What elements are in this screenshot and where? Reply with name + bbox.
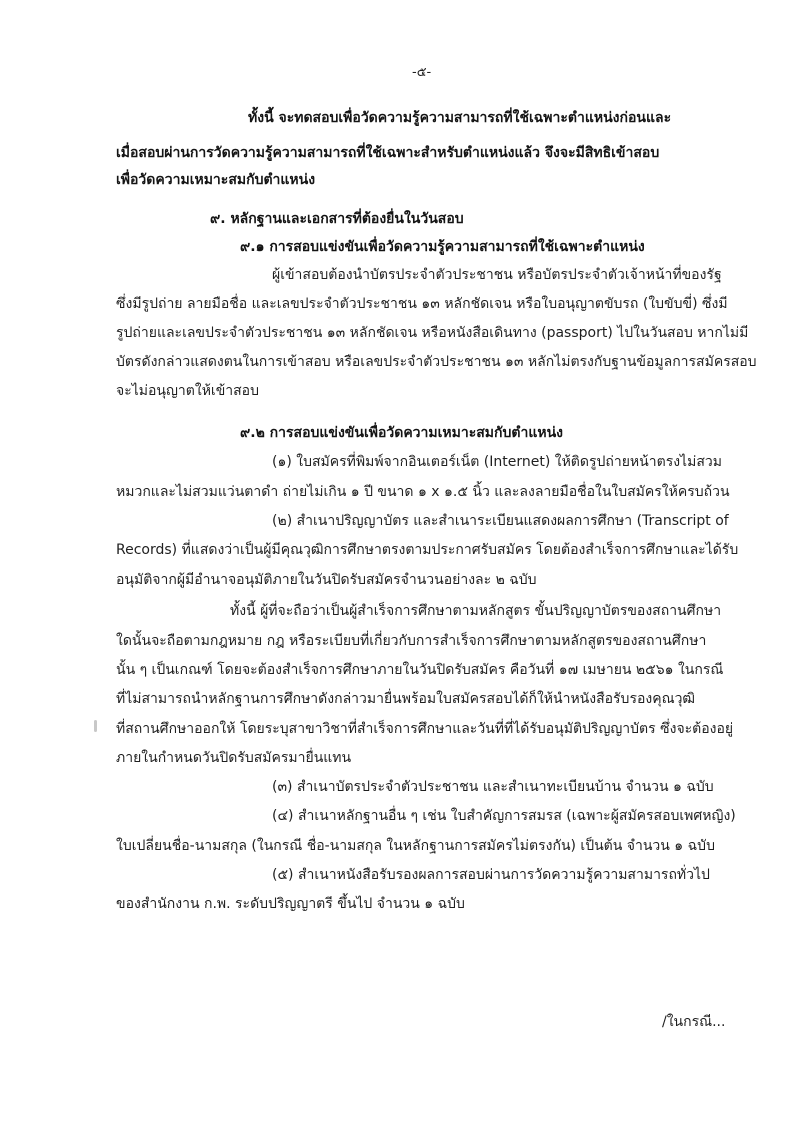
para-9-1-line-1: ผู้เข้าสอบต้องนำบัตรประจำตัวประชาชน หรือบัตรประจำตัวเจ้าหน้าที่ของรัฐ [272, 267, 722, 283]
intro-line-3: เพื่อวัดความเหมาะสมกับตำแหน่ง [116, 172, 316, 188]
note-line-2: ใดนั้นจะถือตามกฎหมาย กฎ หรือระเบียบที่เกี่ยวกับการสำเร็จการศึกษาตามหลักสูตรของสถานศึกษา [116, 633, 707, 649]
note-line-3: นั้น ๆ เป็นเกณฑ์ โดยจะต้องสำเร็จการศึกษาภายในวันปิดรับสมัคร คือวันที่ ๑๗ เมษายน ๒๕๖๑ ในกรณี [116, 662, 724, 678]
item-4-line-2: ใบเปลี่ยนชื่อ-นามสกุล (ในกรณี ชื่อ-นามสกุล ในหลักฐานการสมัครไม่ตรงกัน) เป็นต้น จำนวน ๑ ฉบับ [116, 838, 715, 854]
scan-speck [94, 720, 97, 732]
note-line-4: ที่ไม่สามารถนำหลักฐานการศึกษาดังกล่าวมายื่นพร้อมใบสมัครสอบได้ก็ให้นำหนังสือรับรองคุณวุฒิ [116, 691, 696, 707]
item-2-line-2: Records) ที่แสดงว่าเป็นผู้มีคุณวุฒิการศึกษาตรงตามประกาศรับสมัคร โดยต้องสำเร็จการศึกษาและได้รับ [116, 542, 739, 558]
note-line-6: ภายในกำหนดวันปิดรับสมัครมายื่นแทน [116, 750, 352, 766]
item-4-line-1: (๔) สำเนาหลักฐานอื่น ๆ เช่น ใบสำคัญการสมรส (เฉพาะผู้สมัครสอบเพศหญิง) [272, 808, 736, 824]
section-9-2-heading: ๙.๒ การสอบแข่งขันเพื่อวัดความเหมาะสมกับตำแหน่ง [240, 425, 564, 441]
para-9-1-line-3: รูปถ่ายและเลขประจำตัวประชาชน ๑๓ หลักชัดเจน หรือหนังสือเดินทาง (passport) ไปในวันสอบ หากไม่มี [116, 325, 749, 341]
note-line-1: ทั้งนี้ ผู้ที่จะถือว่าเป็นผู้สำเร็จการศึกษาตามหลักสูตร ขั้นปริญญาบัตรของสถานศึกษา [230, 603, 722, 619]
section-9-heading: ๙. หลักฐานและเอกสารที่ต้องยื่นในวันสอบ [210, 211, 464, 227]
item-5-line-2: ของสำนักงาน ก.พ. ระดับปริญญาตรี ขึ้นไป จำนวน ๑ ฉบับ [116, 896, 465, 912]
item-1-line-2: หมวกและไม่สวมแว่นตาดำ ถ่ายไม่เกิน ๑ ปี ขนาด ๑ x ๑.๕ นิ้ว และลงลายมือชื่อในใบสมัครให้ครบถ้วน [116, 484, 730, 500]
intro-line-1: ทั้งนี้ จะทดสอบเพื่อวัดความรู้ความสามารถที่ใช้เฉพาะตำแหน่งก่อนและ [248, 110, 672, 126]
intro-line-2: เมื่อสอบผ่านการวัดความรู้ความสามารถที่ใช้เฉพาะสำหรับตำแหน่งแล้ว จึงจะมีสิทธิเข้าสอบ [116, 145, 660, 161]
item-1-line-1: (๑) ใบสมัครที่พิมพ์จากอินเตอร์เน็ต (Internet) ให้ติดรูปถ่ายหน้าตรงไม่สวม [272, 454, 722, 470]
item-3-line-1: (๓) สำเนาบัตรประจำตัวประชาชน และสำเนาทะเบียนบ้าน จำนวน ๑ ฉบับ [272, 779, 714, 795]
page-number: -๕- [412, 65, 432, 80]
item-2-line-1: (๒) สำเนาปริญญาบัตร และสำเนาระเบียนแสดงผลการศึกษา (Transcript of [272, 513, 729, 529]
item-2-line-3: อนุมัติจากผู้มีอำนาจอนุมัติภายในวันปิดรับสมัครจำนวนอย่างละ ๒ ฉบับ [116, 572, 537, 588]
para-9-1-line-5: จะไม่อนุญาตให้เข้าสอบ [116, 383, 259, 399]
continuation-note: /ในกรณี... [662, 1014, 726, 1030]
para-9-1-line-2: ซึ่งมีรูปถ่าย ลายมือชื่อ และเลขประจำตัวประชาชน ๑๓ หลักชัดเจน หรือใบอนุญาตขับรถ (ใบขับขี่) ซึ่งมี [116, 296, 728, 312]
para-9-1-line-4: บัตรดังกล่าวแสดงตนในการเข้าสอบ หรือเลขประจำตัวประชาชน ๑๓ หลักไม่ตรงกับฐานข้อมูลการสมัครสอบ [116, 354, 757, 370]
note-line-5: ที่สถานศึกษาออกให้ โดยระบุสาขาวิชาที่สำเร็จการศึกษาและวันที่ที่ได้รับอนุมัติปริญญาบัตร ซึ่งจะต้องอยู่ [116, 721, 734, 737]
item-5-line-1: (๕) สำเนาหนังสือรับรองผลการสอบผ่านการวัดความรู้ความสามารถทั่วไป [272, 867, 710, 883]
section-9-1-heading: ๙.๑ การสอบแข่งขันเพื่อวัดความรู้ความสามารถที่ใช้เฉพาะตำแหน่ง [240, 239, 645, 255]
